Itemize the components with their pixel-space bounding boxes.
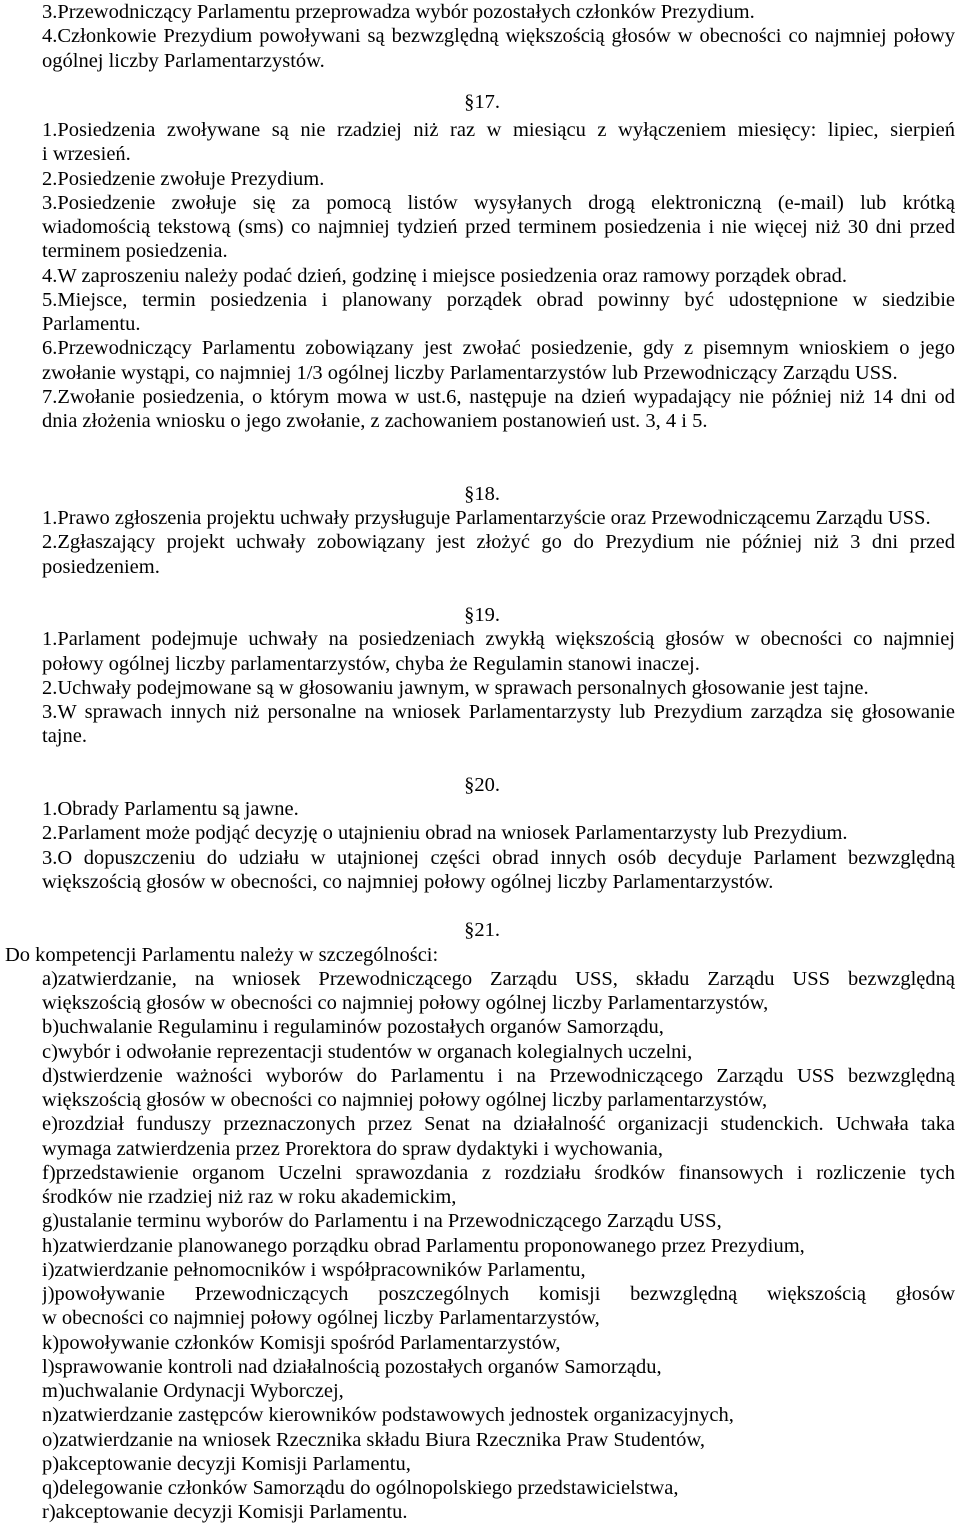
section-heading: §18. <box>464 482 500 505</box>
text-line: 1.Parlament podejmuje uchwały na posiedzeniach zwykłą większością głosów w obecności co najmniej <box>42 628 955 651</box>
text-line: j)powoływanie Przewodniczących poszczególnych komisji bezwzględną większością głosów <box>42 1283 955 1305</box>
section-18 <box>42 482 955 579</box>
text-line: p)akceptowanie decyzji Komisji Parlamentu, <box>42 1452 411 1475</box>
text-line: h)zatwierdzanie planowanego porządku obrad Parlamentu proponowanego przez Prezydium, <box>42 1234 805 1257</box>
clause-19-2 <box>42 676 955 700</box>
clause-17-5 <box>42 288 955 337</box>
text-line: a)zatwierdzanie, na wniosek Przewodniczącego Zarządu USS, składu Zarządu USS bezwzględną <box>42 967 955 990</box>
text-line: 2.Zgłaszający projekt uchwały zobowiązany jest złożyć go do Prezydium nie później niż 3 dni przed <box>42 531 955 554</box>
clause-3 <box>42 0 955 24</box>
text-line: Parlamentu. <box>42 313 141 335</box>
text-line: n)zatwierdzanie zastępców kierowników podstawowych jednostek organizacyjnych, <box>42 1404 734 1427</box>
text-line: c)wybór i odwołanie reprezentacji studentów w organach kolegialnych uczelni, <box>42 1040 693 1063</box>
section-20 <box>42 773 955 894</box>
text-line: większością głosów w obecności co najmniej połowy ogólnej liczby Parlamentarzystów, <box>42 992 769 1014</box>
text-line: m)uchwalanie Ordynacji Wyborczej, <box>42 1380 344 1402</box>
text-line: 6.Przewodniczący Parlamentu zobowiązany jest zwołać posiedzenie, gdy z pisemnym wnioskiem o jego <box>42 337 955 360</box>
text-line: i)zatwierdzanie pełnomocników i współpracowników Parlamentu, <box>42 1258 586 1281</box>
text-line: 2.Posiedzenie zwołuje Prezydium. <box>42 167 325 190</box>
text-line: ogólnej liczby Parlamentarzystów. <box>42 49 325 72</box>
text-line: o)zatwierdzanie na wniosek Rzecznika składu Biura Rzecznika Praw Studentów, <box>42 1428 705 1451</box>
text-line: zwołanie wystąpi, co najmniej 1/3 ogólnej liczby Parlamentarzystów lub Przewodniczący Zarządu USS. <box>42 361 898 384</box>
clause-21-m <box>42 1379 955 1403</box>
text-line: w obecności co najmniej połowy ogólnej liczby Parlamentarzystów, <box>42 1307 600 1330</box>
clause-17-4 <box>42 264 955 288</box>
clause-17-1 <box>42 118 955 167</box>
clause-21-p <box>42 1452 955 1476</box>
continued-section <box>42 0 955 73</box>
text-line: q)delegowanie członków Samorządu do ogólnopolskiego przedstawicielstwa, <box>42 1477 679 1499</box>
clause-21-r <box>42 1500 955 1524</box>
section-heading: §21. <box>464 919 500 942</box>
section-heading: §19. <box>464 604 500 626</box>
clause-17-6 <box>42 336 955 385</box>
text-line: terminem posiedzenia. <box>42 240 228 263</box>
clause-21-l <box>42 1355 955 1379</box>
text-line: większością głosów w obecności, co najmniej połowy ogólnej liczby Parlamentarzystów. <box>42 870 774 893</box>
text-line: d)stwierdzenie ważności wyborów do Parlamentu i na Przewodniczącego Zarządu USS bezwzględną <box>42 1064 955 1087</box>
document-body <box>5 0 955 1525</box>
text-line: l)sprawowanie kontroli nad działalnością pozostałych organów Samorządu, <box>42 1355 662 1378</box>
text-line: r)akceptowanie decyzji Komisji Parlamentu. <box>42 1501 408 1524</box>
text-line: b)uchwalanie Regulaminu i regulaminów pozostałych organów Samorządu, <box>42 1016 664 1039</box>
text-line: 4.Członkowie Prezydium powoływani są bezwzględną większością głosów w obecności co najmniej połowy <box>42 25 955 48</box>
clause-21-n <box>42 1403 955 1427</box>
text-line: 3.O dopuszczeniu do udziału w utajnionej części obrad innych osób decyduje Parlament bezwzględną <box>42 846 955 869</box>
section-lead: Do kompetencji Parlamentu należy w szczególności: <box>5 943 439 966</box>
text-line: dnia złożenia wniosku o jego zwołanie, z zachowaniem postanowień ust. 3, 4 i 5. <box>42 410 708 432</box>
text-line: 3.W sprawach innych niż personalne na wniosek Parlamentarzysty lub Prezydium zarządza się głosowanie <box>42 701 955 723</box>
text-line: i wrzesień. <box>42 143 131 166</box>
clause-18-1 <box>42 506 955 530</box>
clause-21-k <box>42 1331 955 1355</box>
clause-21-j <box>42 1282 955 1331</box>
clause-19-1 <box>42 627 955 676</box>
section-17 <box>42 90 955 434</box>
clause-18-2 <box>42 530 955 579</box>
text-line: wiadomością tekstową (sms) co najmniej tydzień przed terminem posiedzenia i nie więcej niż 30 dni przed <box>42 216 955 238</box>
text-line: 3.Posiedzenie zwołuje się za pomocą listów wysyłanych drogą elektroniczną (e-mail) lub krótką <box>42 191 955 214</box>
text-line: wymaga zatwierdzenia przez Prorektora do spraw dydaktyki i wychowania, <box>42 1137 664 1160</box>
text-line: k)powoływanie członków Komisji spośród Parlamentarzystów, <box>42 1331 561 1354</box>
clause-20-2 <box>42 821 955 845</box>
text-line: 1.Obrady Parlamentu są jawne. <box>42 798 299 820</box>
clause-21-c <box>42 1040 955 1064</box>
text-line: g)ustalanie terminu wyborów do Parlamentu i na Przewodniczącego Zarządu USS, <box>42 1210 722 1233</box>
clause-17-3 <box>42 191 955 264</box>
clause-21-d <box>42 1064 955 1113</box>
text-line: 3.Przewodniczący Parlamentu przeprowadza wybór pozostałych członków Prezydium. <box>42 1 755 23</box>
text-line: 2.Uchwały podejmowane są w głosowaniu jawnym, w sprawach personalnych głosowanie jest tajne. <box>42 676 869 699</box>
clause-21-i <box>42 1258 955 1282</box>
clause-19-3 <box>42 700 955 749</box>
text-line: większością głosów w obecności co najmniej połowy ogólnej liczby parlamentarzystów, <box>42 1089 768 1111</box>
text-line: 7.Zwołanie posiedzenia, o którym mowa w ust.6, następuje na dzień wypadający nie później niż 14 dni od <box>42 385 955 408</box>
section-19 <box>42 603 955 749</box>
clause-21-g <box>42 1209 955 1233</box>
section-heading: §20. <box>464 773 500 796</box>
clause-21-b <box>42 1015 955 1039</box>
clause-21-f <box>42 1161 955 1210</box>
clause-17-7 <box>42 385 955 434</box>
text-line: 5.Miejsce, termin posiedzenia i planowany porządek obrad powinny być udostępnione w siedzibie <box>42 288 955 311</box>
section-heading: §17. <box>464 90 500 113</box>
text-line: e)rozdział funduszy przeznaczonych przez Senat na działalność organizacji studenckich. Uchwała taka <box>42 1113 955 1136</box>
clause-21-q <box>42 1476 955 1500</box>
clause-4 <box>42 24 955 73</box>
text-line: połowy ogólnej liczby parlamentarzystów, chyba że Regulamin stanowi inaczej. <box>42 652 700 675</box>
text-line: środków nie rzadziej niż raz w roku akademickim, <box>42 1186 457 1208</box>
text-line: 1.Prawo zgłoszenia projektu uchwały przysługuje Parlamentarzyście oraz Przewodniczącemu Zarządu USS. <box>42 507 931 529</box>
text-line: 4.W zaproszeniu należy podać dzień, godzinę i miejsce posiedzenia oraz ramowy porządek obrad. <box>42 264 848 287</box>
clause-21-h <box>42 1234 955 1258</box>
section-21 <box>5 918 955 1524</box>
text-line: 2.Parlament może podjąć decyzję o utajnieniu obrad na wniosek Parlamentarzysty lub Prezydium. <box>42 822 848 845</box>
clause-21-a <box>42 967 955 1016</box>
text-line: f)przedstawienie organom Uczelni sprawozdania z rozdziału środków finansowych i rozliczenie tych <box>42 1161 955 1184</box>
clause-20-1 <box>42 797 955 821</box>
clause-17-2 <box>42 167 955 191</box>
clause-20-3 <box>42 846 955 895</box>
text-line: tajne. <box>42 725 87 748</box>
clause-21-o <box>42 1428 955 1452</box>
clause-21-e <box>42 1112 955 1161</box>
text-line: posiedzeniem. <box>42 555 160 578</box>
text-line: 1.Posiedzenia zwoływane są nie rzadziej niż raz w miesiącu z wyłączeniem miesięcy: lipiec, sierpień <box>42 119 955 141</box>
